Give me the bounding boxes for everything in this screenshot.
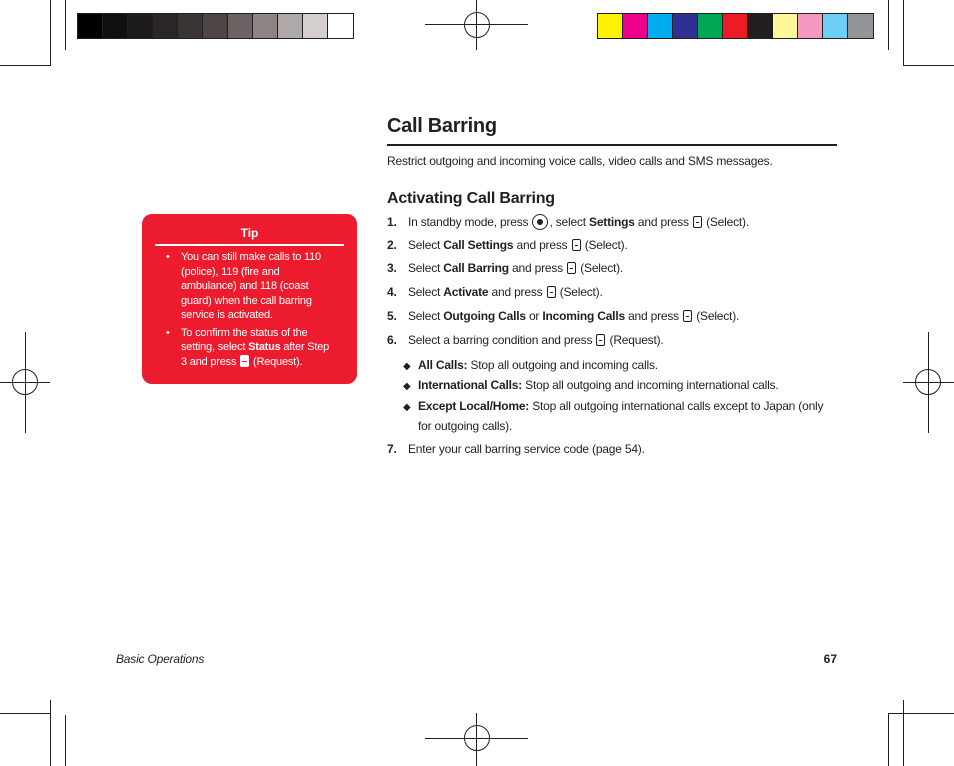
crop-mark xyxy=(65,715,66,766)
tip-title: Tip xyxy=(240,226,259,240)
process-color-bar xyxy=(597,13,874,39)
crop-mark xyxy=(903,65,954,66)
crop-mark xyxy=(903,700,904,766)
tip-list xyxy=(164,250,334,372)
diamond-bullet-icon: ◆ xyxy=(403,381,411,392)
color-swatch xyxy=(723,14,748,38)
color-swatch xyxy=(598,14,623,38)
softkey-icon xyxy=(240,355,249,367)
softkey-icon xyxy=(567,262,576,274)
softkey-icon xyxy=(547,286,556,298)
step-6: 6. Select a barring condition and press (Request). xyxy=(387,333,664,347)
color-swatch xyxy=(773,14,798,38)
crop-mark xyxy=(50,700,51,766)
crop-mark xyxy=(0,713,51,714)
color-swatch xyxy=(648,14,673,38)
intro-text: Restrict outgoing and incoming voice calls, video calls and SMS messages. xyxy=(387,154,773,168)
step-1: 1. In standby mode, press , select Settings and press (Select). xyxy=(387,215,749,229)
gray-swatch xyxy=(228,14,253,38)
page-number: 67 xyxy=(823,652,837,666)
crop-mark xyxy=(903,0,904,66)
softkey-icon xyxy=(683,310,692,322)
step-7: 7. Enter your call barring service code (page 54). xyxy=(387,442,645,456)
tip-box xyxy=(142,214,357,384)
color-swatch xyxy=(848,14,873,38)
gray-swatch xyxy=(103,14,128,38)
crop-mark xyxy=(888,713,954,714)
gray-swatch xyxy=(278,14,303,38)
barring-option: ◆ All Calls: Stop all outgoing and incoming calls. xyxy=(403,356,835,376)
tip-divider xyxy=(155,244,344,246)
step-4: 4. Select Activate and press (Select). xyxy=(387,285,603,299)
barring-option: ◆ International Calls: Stop all outgoing and incoming international calls. xyxy=(403,376,835,396)
registration-mark xyxy=(464,12,490,38)
gray-swatch xyxy=(78,14,103,38)
softkey-icon xyxy=(596,334,605,346)
tip-item: • You can still make calls to 110 (police), 119 (fire and ambulance) and 118 (coast guard) when the call barring service is activated. xyxy=(166,251,321,321)
tip-item: • To confirm the status of the setting, select Status after Step 3 and press (Request). xyxy=(166,326,330,368)
registration-mark xyxy=(915,369,941,395)
title-divider xyxy=(387,144,837,146)
color-swatch xyxy=(823,14,848,38)
gray-swatch xyxy=(178,14,203,38)
gray-swatch xyxy=(153,14,178,38)
gray-swatch xyxy=(303,14,328,38)
color-swatch xyxy=(623,14,648,38)
color-swatch xyxy=(748,14,773,38)
color-swatch xyxy=(798,14,823,38)
color-swatch xyxy=(673,14,698,38)
crop-mark xyxy=(50,0,51,66)
registration-mark xyxy=(12,369,38,395)
footer-section: Basic Operations xyxy=(116,652,205,666)
softkey-icon xyxy=(572,239,581,251)
step-3: 3. Select Call Barring and press (Select). xyxy=(387,261,624,275)
center-key-icon xyxy=(532,214,548,230)
step-2: 2. Select Call Settings and press (Select). xyxy=(387,238,628,252)
gray-swatch xyxy=(253,14,278,38)
barring-option: ◆ Except Local/Home: Stop all outgoing international calls except to Japan (only for outgoing calls). xyxy=(403,399,824,433)
gray-swatch xyxy=(203,14,228,38)
page-title: Call Barring xyxy=(387,115,497,137)
crop-mark xyxy=(65,0,66,50)
crop-mark xyxy=(888,0,889,50)
diamond-bullet-icon: ◆ xyxy=(403,361,411,372)
gray-swatch xyxy=(328,14,353,38)
registration-mark xyxy=(464,725,490,751)
section-heading: Activating Call Barring xyxy=(387,190,555,207)
step-5: 5. Select Outgoing Calls or Incoming Calls and press (Select). xyxy=(387,309,740,323)
crop-mark xyxy=(0,65,51,66)
softkey-icon xyxy=(693,216,702,228)
gray-swatch xyxy=(128,14,153,38)
color-swatch xyxy=(698,14,723,38)
grayscale-color-bar xyxy=(77,13,354,39)
diamond-bullet-icon: ◆ xyxy=(403,402,411,413)
crop-mark xyxy=(888,713,889,766)
